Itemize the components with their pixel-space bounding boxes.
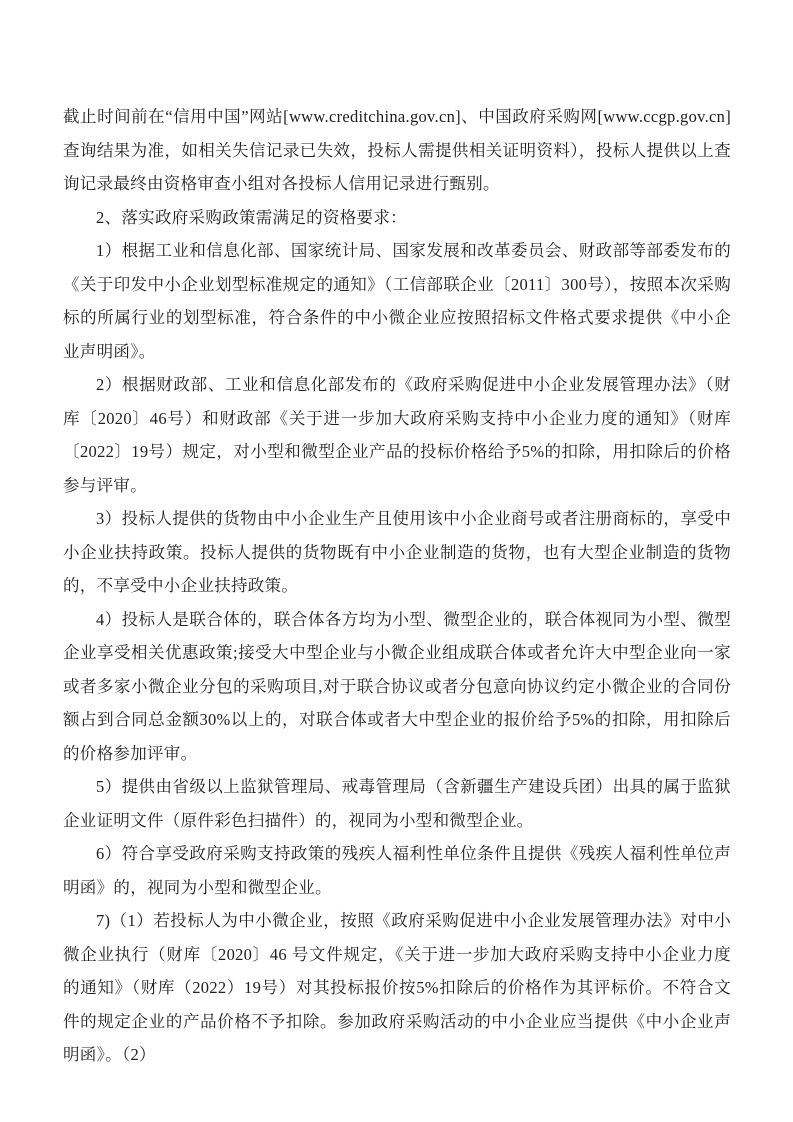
paragraph: 截止时间前在“信用中国”网站[www.creditchina.gov.cn]、中国政府采购网[www.ccgp.gov.cn]查询结果为准，如相关失信记录已失效，投标人需提供相关证明资料），投标人提供以上查询记录最终由资格审查小组对各投标人信用记录进行甄别。: [63, 107, 731, 193]
paragraph: 3）投标人提供的货物由中小企业生产且使用该中小企业商号或者注册商标的，享受中小企业扶持政策。投标人提供的货物既有中小企业制造的货物，也有大型企业制造的货物的，不享受中小企业扶持政策。: [63, 509, 731, 595]
document-body: [63, 100, 731, 1072]
paragraph: 6）符合享受政府采购支持政策的残疾人福利性单位条件且提供《残疾人福利性单位声明函》的，视同为小型和微型企业。: [63, 844, 731, 897]
paragraph: 2、落实政府采购政策需满足的资格要求：: [96, 207, 407, 227]
paragraph: 1）根据工业和信息化部、国家统计局、国家发展和改革委员会、财政部等部委发布的《关于印发中小企业划型标准规定的通知》（工信部联企业〔2011〕300号），按照本次采购标的所属行业的划型标准，符合条件的中小微企业应按照招标文件格式要求提供《中小企业声明函》。: [63, 241, 731, 361]
paragraph: 2）根据财政部、工业和信息化部发布的《政府采购促进中小企业发展管理办法》（财库〔2020〕46号）和财政部《关于进一步加大政府采购支持中小企业力度的通知》（财库〔2022〕19号）规定，对小型和微型企业产品的投标价格给予5%的扣除，用扣除后的价格参与评审。: [63, 375, 731, 495]
paragraph: 4）投标人是联合体的，联合体各方均为小型、微型企业的，联合体视同为小型、微型企业享受相关优惠政策;接受大中型企业与小微企业组成联合体或者允许大中型企业向一家或者多家小微企业分包的采购项目,对于联合协议或者分包意向协议约定小微企业的合同份额占到合同总金额30%以上的，对联合体或者大中型企业的报价给予5%的扣除，用扣除后的价格参加评审。: [63, 609, 731, 763]
paragraph: 5）提供由省级以上监狱管理局、戒毒管理局（含新疆生产建设兵团）出具的属于监狱企业证明文件（原件彩色扫描件）的，视同为小型和微型企业。: [63, 777, 731, 830]
paragraph: 7)（1）若投标人为中小微企业，按照《政府采购促进中小企业发展管理办法》对中小微企业执行（财库〔2020〕46 号文件规定，《关于进一步加大政府采购支持中小企业力度的通知》（财库（2022）19号）对其投标报价按5%扣除后的价格作为其评标价。不符合文件的规定企业的产品价格不予扣除。参加政府采购活动的中小企业应当提供《中小企业声明函》。（2）: [63, 911, 731, 1064]
